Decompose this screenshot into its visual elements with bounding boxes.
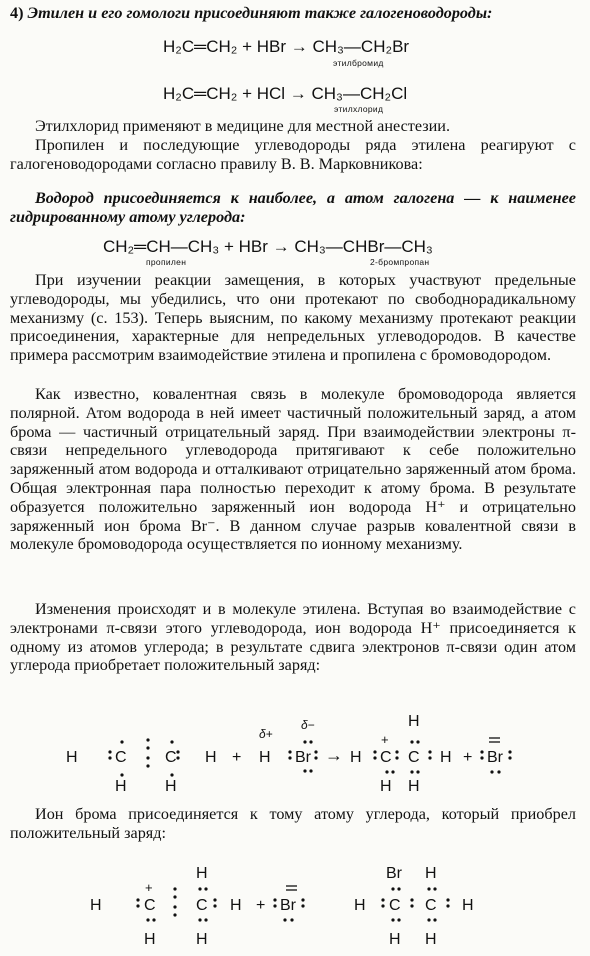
atom-h: H xyxy=(230,897,242,914)
atom-h: H xyxy=(408,778,420,795)
markovnikov-rule: Водород присоединяется к наиболее, а атом галогена — к наименее гидрированному атому углерода: xyxy=(10,189,576,226)
reaction-ethylene-hcl: H₂C═CH₂ + HCl → CH₃—CH₂Cl xyxy=(163,84,408,103)
label-2-bromopropane: 2-бромпропан xyxy=(370,257,430,267)
paragraph-mechanism: При изучении реакции замещения, в которых участвуют предельные углеводороды, мы убедились, что они протекают по свободнорадикальному механизму (с. 153). Теперь выясним, по какому механизму протекают реакции присоединения, характерные для непредельных углеводородов. В качестве примера рассмотрим взаимодействие этилена и пропилена с бромоводородом. xyxy=(10,271,576,365)
atom-h: H xyxy=(462,897,474,914)
delta-plus-label: δ+ xyxy=(259,727,273,741)
atom-h: H xyxy=(196,865,208,882)
lewis-scheme-1 xyxy=(0,700,590,800)
atom-h: H xyxy=(205,749,217,766)
item-4-heading xyxy=(10,4,576,23)
atom-c: C xyxy=(425,897,437,914)
plus-sign: + xyxy=(256,897,266,914)
minus-bar-2 xyxy=(286,886,297,890)
item-heading: Этилен и его гомологи присоединяют также галогеноводороды: xyxy=(27,4,493,22)
atom-br: Br xyxy=(487,749,503,766)
reaction-propylene-hbr: CH₂═CH—CH₃ + HBr → CH₃—CHBr—CH₃ xyxy=(103,237,433,256)
atom-h: H xyxy=(354,897,366,914)
atom-h: H xyxy=(259,749,271,766)
plus-sign: + xyxy=(232,749,242,766)
atom-h: H xyxy=(196,931,208,948)
label-ethylchloride: этилхлорид xyxy=(334,104,384,114)
paragraph-bromide-ion: Ион брома присоединяется к тому атому углерода, который приобрел положительный заряд: xyxy=(10,805,576,842)
atom-h: H xyxy=(350,749,362,766)
label-ethylbromide: этилбромид xyxy=(333,58,384,68)
minus-bar xyxy=(489,738,500,742)
atom-h: H xyxy=(425,865,437,882)
atom-h: H xyxy=(90,897,102,914)
atom-c: C xyxy=(144,897,156,914)
paragraph-polar-bond: Как известно, ковалентная связь в молекуле бромоводорода является полярной. Атом водорода в ней имеет частичный положительный заряд, а атом брома — частичный отрицательный заряд. При взаимодействии электроны π-связи непредельного углеводорода притягивают к себе положительно заряженный атом водорода и отталкивают отрицательно заряженный атом брома. Общая электронная пара полностью переходит к атому брома. В результате образуется положительно заряженный ион водорода H⁺ и отрицательно заряженный ион брома Br⁻. В данном случае разрыв ковалентной связи в молекуле бромоводорода осуществляется по ионному механизму. xyxy=(10,385,576,554)
atom-h: H xyxy=(115,778,127,795)
atom-br: Br xyxy=(295,749,311,766)
atom-h: H xyxy=(165,778,177,795)
plus-sign: + xyxy=(463,749,473,766)
atom-c: C xyxy=(196,897,208,914)
lewis-scheme-2 xyxy=(0,856,590,956)
atom-h: H xyxy=(380,778,392,795)
atom-c: C xyxy=(115,749,127,766)
atom-h: H xyxy=(425,931,437,948)
atom-c: C xyxy=(389,897,401,914)
label-propylene: пропилен xyxy=(146,257,187,267)
atom-c: C xyxy=(408,749,420,766)
atom-h: H xyxy=(144,931,156,948)
arrow: → xyxy=(325,745,343,765)
item-number: 4) xyxy=(10,4,24,22)
atom-br: Br xyxy=(386,865,402,882)
atom-c: C xyxy=(380,749,392,766)
atom-br: Br xyxy=(280,897,296,914)
cation-charge: + xyxy=(145,880,153,895)
paragraph-ethylene-change: Изменения происходят и в молекуле этилена. Вступая во взаимодействие с электронами π-связи этого углеводорода, ион водорода H⁺ присоединяется к одному из атомов углерода; в результате сдвига электронов π-связи один атом углерода приобретает положительный заряд: xyxy=(10,600,576,675)
atom-h: H xyxy=(408,713,420,730)
delta-minus-label: δ− xyxy=(301,718,315,732)
atom-h: H xyxy=(66,749,78,766)
paragraph-propylene: Пропилен и последующие углеводороды ряда этилена реагируют с галогеноводородами согласно правилу В. В. Марковникова: xyxy=(10,136,576,173)
atom-h: H xyxy=(389,931,401,948)
cation-charge: + xyxy=(381,732,389,747)
atom-h: H xyxy=(440,749,452,766)
paragraph-ethylchloride: Этилхлорид применяют в медицине для местной анестезии. xyxy=(35,117,450,135)
atom-c: C xyxy=(165,749,177,766)
reaction-ethylene-hbr: H₂C═CH₂ + HBr → CH₃—CH₂Br xyxy=(163,37,410,56)
